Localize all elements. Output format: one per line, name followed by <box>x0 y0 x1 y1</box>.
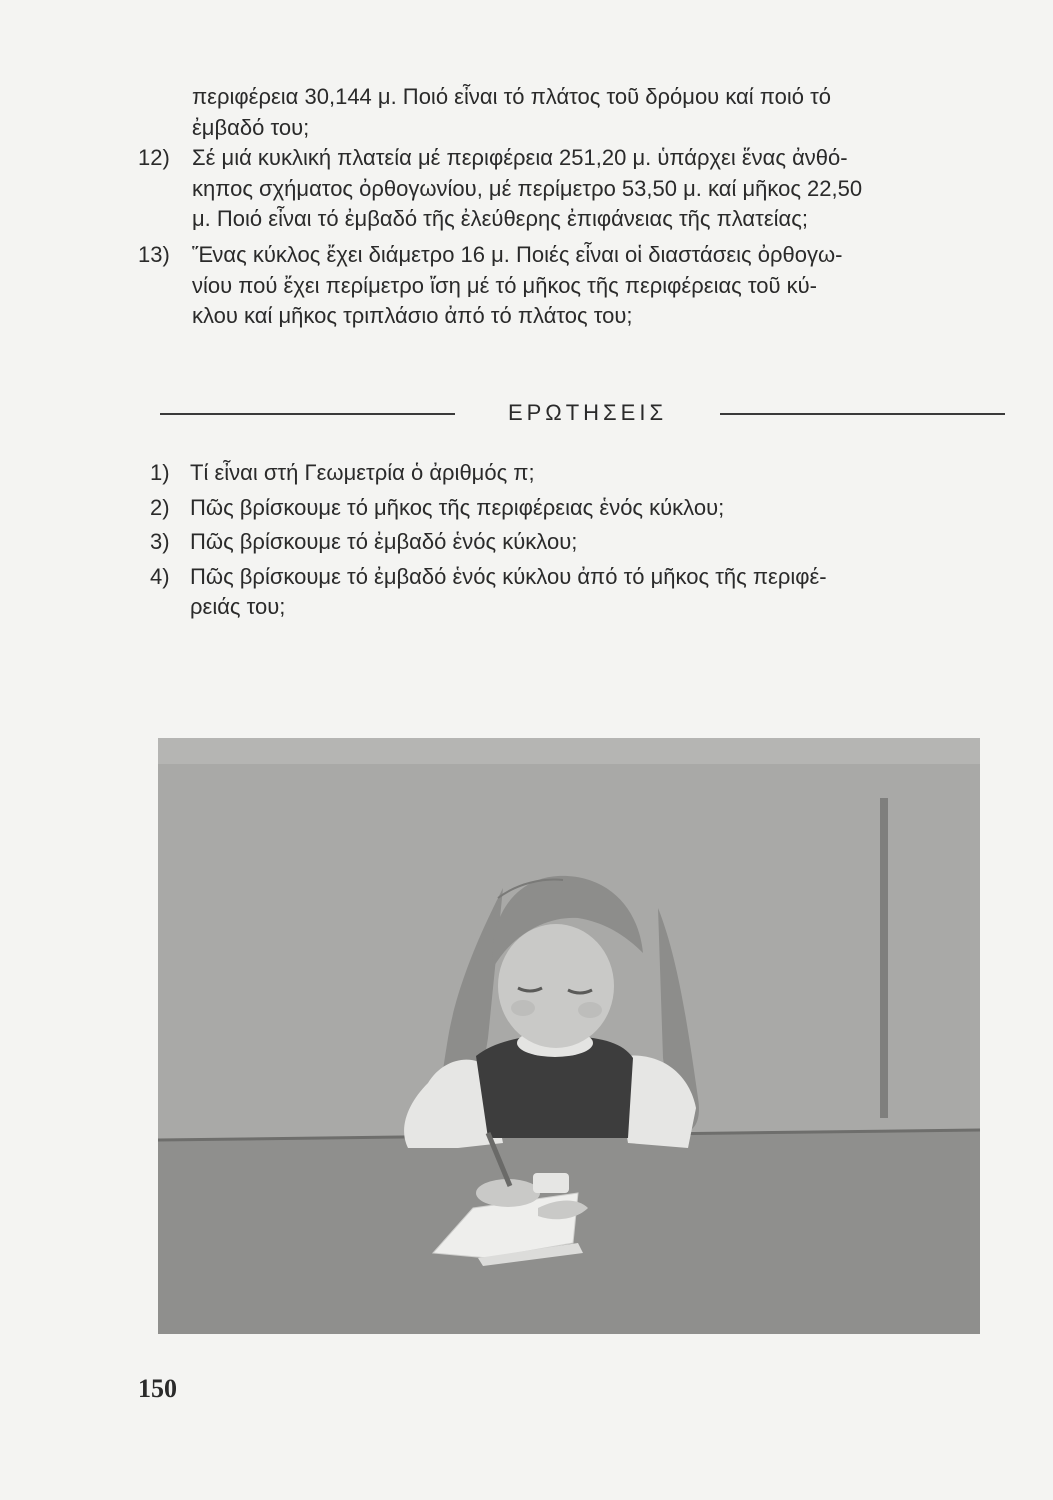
question-3-number: 3) <box>150 529 170 554</box>
problem-11-continuation <box>192 82 1012 143</box>
problem-12 <box>192 143 1012 235</box>
question-4-number: 4) <box>150 564 170 589</box>
problem-13 <box>192 240 1012 332</box>
question-line: ρειάς του; <box>190 594 286 619</box>
question-4 <box>190 562 1010 622</box>
question-line: Πῶς βρίσκουμε τό ἐμβαδό ἑνός κύκλου; <box>190 529 578 554</box>
problem-line: μ. Ποιό εἶναι τό ἐμβαδό τῆς ἐλεύθερης ἐπιφάνειας τῆς πλατείας; <box>192 206 808 231</box>
questions-heading: ΕΡΩΤΗΣΕΙΣ <box>507 400 668 425</box>
problem-line: νίου πού ἔχει περίμετρο ἴση μέ τό μῆκος τῆς περιφέρειας τοῦ κύ- <box>192 272 818 298</box>
right-cheek <box>578 1002 602 1018</box>
problem-13-number: 13) <box>138 242 170 267</box>
question-line: Τί εἶναι στή Γεωμετρία ὁ ἀριθμός π; <box>190 460 535 485</box>
sleeve-cuff <box>533 1173 569 1193</box>
problem-line: περιφέρεια 30,144 μ. Ποιό εἶναι τό πλάτος τοῦ δρόμου καί ποιό τό <box>192 84 832 109</box>
problem-12-number: 12) <box>138 145 170 170</box>
question-line: Πῶς βρίσκουμε τό ἐμβαδό ἑνός κύκλου ἀπό τό μῆκος τῆς περιφέ- <box>190 564 827 589</box>
wall-top-band <box>158 738 980 764</box>
face <box>498 924 614 1048</box>
girl-writing-illustration <box>158 738 980 1334</box>
question-line: Πῶς βρίσκουμε τό μῆκος τῆς περιφέρειας ἑνός κύκλου; <box>190 495 725 520</box>
question-2-number: 2) <box>150 495 170 520</box>
left-cheek <box>511 1000 535 1016</box>
problem-line: κλου καί μῆκος τριπλάσιο ἀπό τό πλάτος του; <box>192 303 633 328</box>
problem-line: ἐμβαδό του; <box>192 114 310 140</box>
question-1-number: 1) <box>150 460 170 485</box>
problem-line: Ἕνας κύκλος ἔχει διάμετρο 16 μ. Ποιές εἶναι οἱ διαστάσεις ὀρθογω- <box>192 242 843 267</box>
question-2 <box>190 493 1010 523</box>
heading-rule-left <box>160 413 455 415</box>
questions-heading-row <box>160 398 1005 428</box>
wall-post <box>880 798 888 1118</box>
problem-line: Σέ μιά κυκλική πλατεία μέ περιφέρεια 251,20 μ. ὑπάρχει ἕνας ἀνθό- <box>192 145 848 170</box>
question-3 <box>190 527 1010 557</box>
problem-line: κηπος σχήματος ὀρθογωνίου, μέ περίμετρο 53,50 μ. καί μῆκος 22,50 <box>192 175 863 201</box>
heading-rule-right <box>720 413 1005 415</box>
page-number: 150 <box>138 1374 177 1403</box>
question-1 <box>190 458 1010 488</box>
